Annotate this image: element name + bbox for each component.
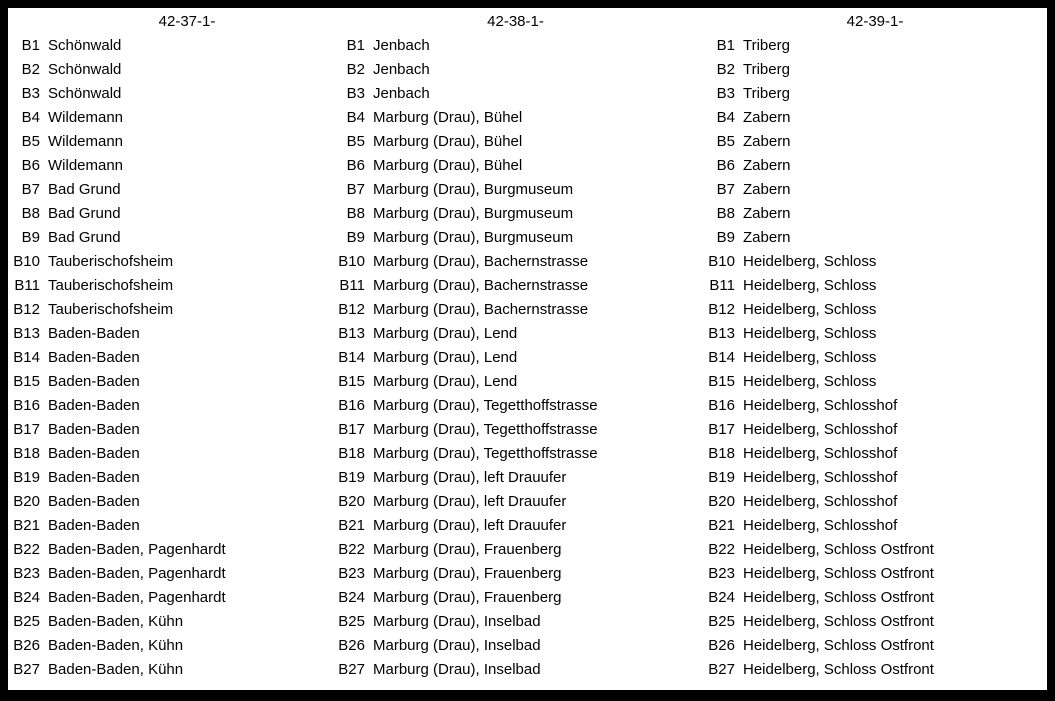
entry-name: Heidelberg, Schlosshof (743, 397, 898, 414)
entry-list (333, 34, 698, 682)
entry-code: B11 (14, 277, 40, 294)
list-item (333, 514, 698, 538)
entry-code: B27 (13, 661, 40, 678)
entry-name: Jenbach (373, 85, 430, 102)
entry-name: Heidelberg, Schloss Ostfront (743, 637, 934, 654)
entry-name: Heidelberg, Schloss Ostfront (743, 589, 934, 606)
list-item (8, 106, 330, 130)
list-item (8, 442, 330, 466)
entry-code: B21 (13, 517, 40, 534)
entry-code: B3 (716, 85, 735, 102)
entry-code: B12 (338, 301, 365, 318)
entry-name: Marburg (Drau), Bachernstrasse (373, 301, 589, 318)
list-item (8, 274, 330, 298)
list-item (333, 154, 698, 178)
entry-name: Schönwald (48, 85, 122, 102)
entry-code: B9 (716, 229, 735, 246)
list-item (333, 322, 698, 346)
entry-code: B8 (21, 205, 40, 222)
column-42-37-1 (8, 8, 330, 682)
list-item (333, 394, 698, 418)
list-item (333, 586, 698, 610)
entry-name: Marburg (Drau), Tegetthoffstrasse (373, 445, 598, 462)
list-item (8, 250, 330, 274)
entry-name: Heidelberg, Schloss (743, 325, 877, 342)
entry-name: Wildemann (48, 157, 124, 174)
column-header: 42-39-1- (846, 13, 904, 30)
entry-name: Marburg (Drau), Bühel (373, 133, 523, 150)
list-item (333, 610, 698, 634)
entry-name: Heidelberg, Schlosshof (743, 493, 898, 510)
list-item (8, 490, 330, 514)
entry-name: Zabern (743, 133, 791, 150)
list-item (333, 226, 698, 250)
entry-code: B8 (716, 205, 735, 222)
list-item (8, 418, 330, 442)
entry-name: Tauberischofsheim (48, 301, 174, 318)
entry-code: B23 (13, 565, 40, 582)
list-item (703, 34, 1047, 58)
entry-name: Marburg (Drau), Burgmuseum (373, 229, 574, 246)
list-item (703, 562, 1047, 586)
list-item (703, 490, 1047, 514)
list-item (8, 394, 330, 418)
entry-name: Baden-Baden (48, 325, 140, 342)
entry-code: B23 (338, 565, 365, 582)
entry-name: Marburg (Drau), left Drauufer (373, 517, 567, 534)
entry-code: B13 (338, 325, 365, 342)
list-item (8, 514, 330, 538)
entry-code: B2 (346, 61, 365, 78)
entry-code: B9 (21, 229, 40, 246)
entry-code: B10 (13, 253, 40, 270)
entry-name: Heidelberg, Schlosshof (743, 445, 898, 462)
entry-name: Baden-Baden (48, 397, 140, 414)
list-item (333, 202, 698, 226)
list-item (703, 418, 1047, 442)
entry-name: Marburg (Drau), Lend (373, 349, 518, 366)
entry-code: B16 (708, 397, 735, 414)
entry-name: Heidelberg, Schloss Ostfront (743, 661, 934, 678)
entry-code: B14 (13, 349, 40, 366)
entry-code: B2 (21, 61, 40, 78)
list-item (333, 370, 698, 394)
entry-name: Heidelberg, Schlosshof (743, 469, 898, 486)
list-item (703, 442, 1047, 466)
list-item (333, 106, 698, 130)
entry-name: Baden-Baden (48, 445, 140, 462)
entry-name: Zabern (743, 229, 791, 246)
entry-code: B20 (13, 493, 40, 510)
entry-name: Schönwald (48, 37, 122, 54)
entry-name: Heidelberg, Schloss (743, 373, 877, 390)
list-item (333, 34, 698, 58)
list-item (333, 442, 698, 466)
list-item (8, 178, 330, 202)
entry-code: B16 (338, 397, 365, 414)
entry-name: Marburg (Drau), left Drauufer (373, 493, 567, 510)
entry-name: Baden-Baden (48, 469, 140, 486)
entry-name: Marburg (Drau), Lend (373, 325, 518, 342)
entry-code: B7 (21, 181, 40, 198)
list-item (8, 130, 330, 154)
entry-name: Marburg (Drau), Lend (373, 373, 518, 390)
list-item (333, 274, 698, 298)
entry-code: B12 (13, 301, 40, 318)
list-item (703, 634, 1047, 658)
entry-name: Marburg (Drau), Tegetthoffstrasse (373, 397, 598, 414)
entry-name: Heidelberg, Schloss (743, 349, 877, 366)
entry-name: Baden-Baden, Pagenhardt (48, 589, 226, 606)
list-item (703, 250, 1047, 274)
list-item (8, 202, 330, 226)
list-item (703, 82, 1047, 106)
entry-name: Marburg (Drau), Tegetthoffstrasse (373, 421, 598, 438)
entry-name: Heidelberg, Schloss (743, 253, 877, 270)
entry-name: Heidelberg, Schloss (743, 301, 877, 318)
entry-name: Marburg (Drau), Inselbad (373, 661, 541, 678)
list-item (8, 34, 330, 58)
entry-name: Marburg (Drau), Frauenberg (373, 565, 562, 582)
list-item (703, 106, 1047, 130)
entry-name: Baden-Baden (48, 373, 140, 390)
entry-name: Baden-Baden (48, 493, 140, 510)
list-item (8, 586, 330, 610)
entry-code: B18 (708, 445, 735, 462)
list-item (333, 250, 698, 274)
list-item (703, 586, 1047, 610)
entry-name: Jenbach (373, 37, 430, 54)
entry-code: B3 (21, 85, 40, 102)
entry-code: B3 (346, 85, 365, 102)
entry-code: B15 (708, 373, 735, 390)
list-item (333, 130, 698, 154)
entry-code: B6 (346, 157, 365, 174)
entry-code: B22 (708, 541, 735, 558)
entry-code: B6 (21, 157, 40, 174)
list-item (703, 178, 1047, 202)
list-item (8, 58, 330, 82)
entry-name: Marburg (Drau), Frauenberg (373, 589, 562, 606)
column-header-label: 42-37-1- (158, 13, 216, 30)
entry-code: B7 (716, 181, 735, 198)
entry-name: Zabern (743, 157, 791, 174)
entry-code: B18 (13, 445, 40, 462)
entry-code: B10 (338, 253, 365, 270)
entry-code: B26 (13, 637, 40, 654)
entry-name: Baden-Baden, Kühn (48, 613, 184, 630)
list-item (8, 466, 330, 490)
entry-code: B5 (346, 133, 365, 150)
entry-code: B22 (338, 541, 365, 558)
entry-name: Zabern (743, 205, 791, 222)
list-item (703, 58, 1047, 82)
entry-code: B27 (708, 661, 735, 678)
entry-code: B16 (13, 397, 40, 414)
list-item (333, 82, 698, 106)
entry-code: B26 (338, 637, 365, 654)
list-item (703, 370, 1047, 394)
entry-name: Baden-Baden (48, 349, 140, 366)
entry-name: Baden-Baden, Kühn (48, 661, 184, 678)
entry-code: B24 (708, 589, 735, 606)
list-item (703, 610, 1047, 634)
entry-code: B20 (338, 493, 365, 510)
entry-code: B5 (21, 133, 40, 150)
entry-name: Marburg (Drau), Inselbad (373, 637, 541, 654)
entry-code: B17 (338, 421, 365, 438)
entry-name: Marburg (Drau), left Drauufer (373, 469, 567, 486)
entry-code: B13 (708, 325, 735, 342)
entry-code: B15 (338, 373, 365, 390)
entry-code: B12 (708, 301, 735, 318)
entry-name: Marburg (Drau), Bühel (373, 157, 523, 174)
entry-code: B24 (338, 589, 365, 606)
entry-code: B11 (339, 277, 365, 294)
entry-name: Wildemann (48, 109, 124, 126)
entry-code: B19 (338, 469, 365, 486)
entry-code: B21 (338, 517, 365, 534)
entry-name: Tauberischofsheim (48, 277, 174, 294)
entry-code: B7 (346, 181, 365, 198)
entry-name: Triberg (743, 61, 790, 78)
entry-name: Heidelberg, Schloss Ostfront (743, 613, 934, 630)
entry-name: Heidelberg, Schlosshof (743, 517, 898, 534)
list-item (333, 658, 698, 682)
entry-code: B9 (346, 229, 365, 246)
entry-code: B24 (13, 589, 40, 606)
entry-name: Schönwald (48, 61, 122, 78)
entry-name: Heidelberg, Schloss Ostfront (743, 541, 934, 558)
entry-name: Marburg (Drau), Inselbad (373, 613, 541, 630)
entry-name: Wildemann (48, 133, 124, 150)
entry-name: Zabern (743, 181, 791, 198)
entry-code: B25 (13, 613, 40, 630)
entry-code: B1 (346, 37, 365, 54)
list-item (703, 658, 1047, 682)
list-item (8, 538, 330, 562)
list-item (333, 490, 698, 514)
entry-name: Baden-Baden, Kühn (48, 637, 184, 654)
list-item (703, 514, 1047, 538)
column-42-39-1 (703, 8, 1047, 682)
entry-name: Marburg (Drau), Bachernstrasse (373, 253, 589, 270)
entry-code: B14 (708, 349, 735, 366)
list-item (703, 538, 1047, 562)
list-item (703, 202, 1047, 226)
column-header (8, 10, 330, 34)
list-item (8, 634, 330, 658)
entry-code: B1 (21, 37, 40, 54)
entry-code: B18 (338, 445, 365, 462)
column-42-38-1 (333, 8, 698, 682)
entry-code: B19 (708, 469, 735, 486)
entry-code: B17 (708, 421, 735, 438)
entry-name: Bad Grund (48, 205, 121, 222)
entry-code: B5 (716, 133, 735, 150)
list-item (8, 322, 330, 346)
entry-list (703, 34, 1047, 682)
list-item (333, 634, 698, 658)
list-item (703, 322, 1047, 346)
entry-code: B27 (338, 661, 365, 678)
entry-name: Baden-Baden, Pagenhardt (48, 541, 226, 558)
entry-code: B8 (346, 205, 365, 222)
list-item (8, 226, 330, 250)
list-item (8, 298, 330, 322)
list-item (333, 466, 698, 490)
list-item (703, 274, 1047, 298)
entry-code: B26 (708, 637, 735, 654)
list-item (333, 178, 698, 202)
list-item (333, 538, 698, 562)
entry-code: B6 (716, 157, 735, 174)
list-item (8, 154, 330, 178)
list-item (333, 418, 698, 442)
list-item (8, 562, 330, 586)
list-item (333, 298, 698, 322)
list-item (703, 298, 1047, 322)
entry-name: Baden-Baden (48, 517, 140, 534)
list-item (8, 370, 330, 394)
list-item (703, 394, 1047, 418)
entry-name: Bad Grund (48, 229, 121, 246)
entry-name: Heidelberg, Schlosshof (743, 421, 898, 438)
entry-code: B17 (13, 421, 40, 438)
entry-name: Tauberischofsheim (48, 253, 174, 270)
entry-name: Marburg (Drau), Bachernstrasse (373, 277, 589, 294)
list-item (8, 658, 330, 682)
entry-name: Baden-Baden (48, 421, 140, 438)
list-item (8, 82, 330, 106)
entry-code: B20 (708, 493, 735, 510)
entry-list (8, 34, 330, 682)
list-item (8, 610, 330, 634)
entry-name: Marburg (Drau), Burgmuseum (373, 205, 574, 222)
list-item (333, 346, 698, 370)
entry-name: Triberg (743, 85, 790, 102)
document-page (8, 8, 1047, 690)
entry-name: Zabern (743, 109, 791, 126)
entry-code: B2 (716, 61, 735, 78)
entry-name: Jenbach (373, 61, 430, 78)
entry-code: B15 (13, 373, 40, 390)
entry-code: B22 (13, 541, 40, 558)
entry-code: B11 (709, 277, 735, 294)
entry-code: B13 (13, 325, 40, 342)
entry-code: B23 (708, 565, 735, 582)
entry-name: Heidelberg, Schloss (743, 277, 877, 294)
entry-name: Marburg (Drau), Burgmuseum (373, 181, 574, 198)
list-item (703, 226, 1047, 250)
entry-code: B25 (338, 613, 365, 630)
entry-code: B10 (708, 253, 735, 270)
list-item (703, 130, 1047, 154)
entry-code: B1 (716, 37, 735, 54)
entry-code: B25 (708, 613, 735, 630)
entry-name: Baden-Baden, Pagenhardt (48, 565, 226, 582)
entry-code: B4 (716, 109, 735, 126)
entry-name: Marburg (Drau), Frauenberg (373, 541, 562, 558)
column-header: 42-38-1- (487, 13, 544, 30)
list-item (703, 346, 1047, 370)
list-item (333, 58, 698, 82)
list-item (703, 466, 1047, 490)
entry-code: B19 (13, 469, 40, 486)
entry-name: Bad Grund (48, 181, 121, 198)
list-item (333, 562, 698, 586)
entry-code: B4 (21, 109, 40, 126)
entry-name: Marburg (Drau), Bühel (373, 109, 523, 126)
entry-name: Heidelberg, Schloss Ostfront (743, 565, 934, 582)
entry-code: B4 (346, 109, 365, 126)
entry-code: B21 (708, 517, 735, 534)
entry-name: Triberg (743, 37, 790, 54)
entry-code: B14 (338, 349, 365, 366)
list-item (8, 346, 330, 370)
list-item (703, 154, 1047, 178)
